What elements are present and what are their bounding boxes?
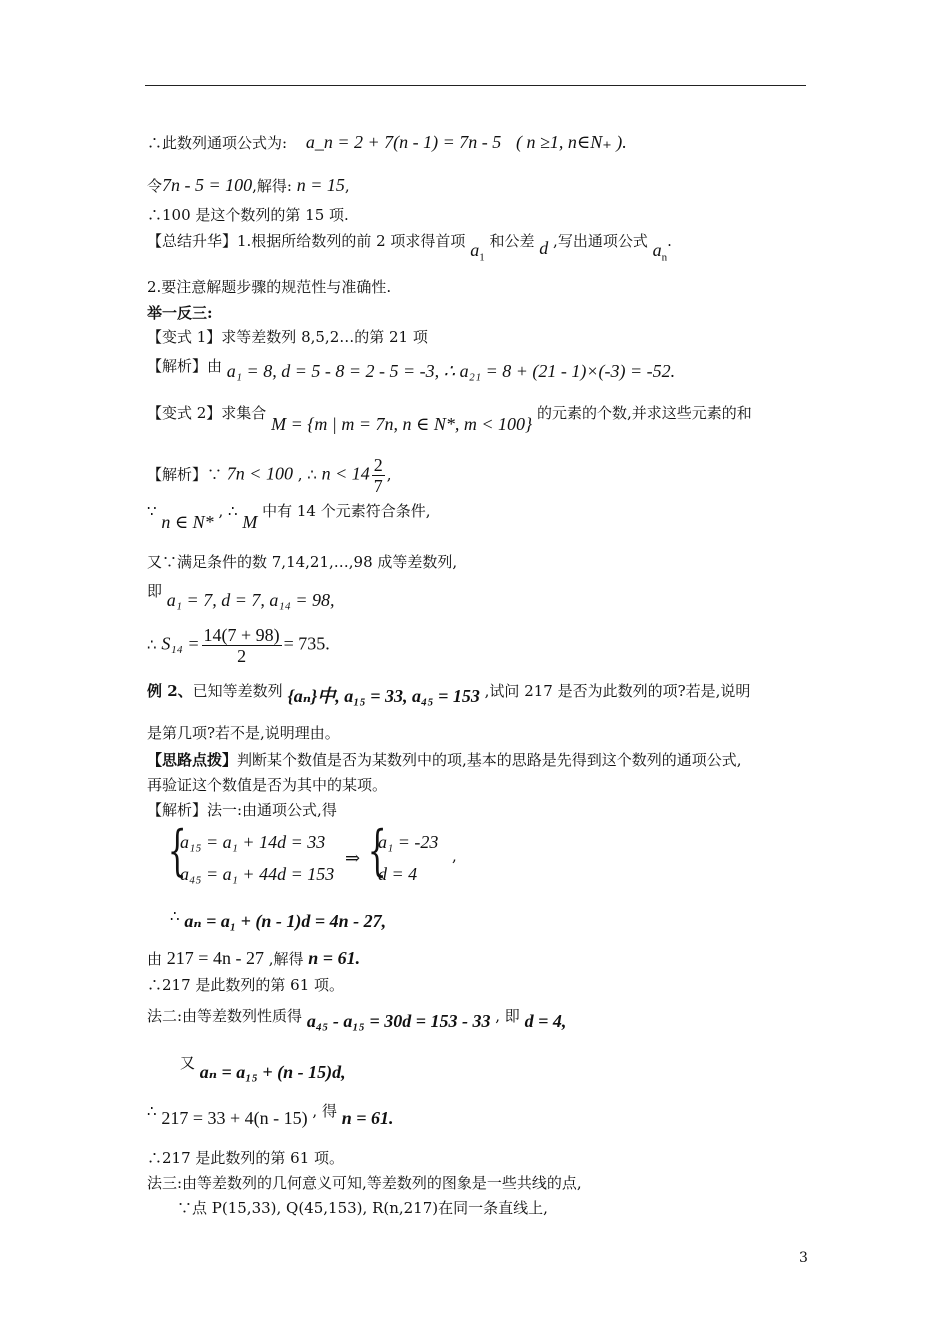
numerator: 2 bbox=[373, 455, 383, 475]
math-an: $a_n$ bbox=[652, 240, 668, 264]
math-formula: aₙ = a₁₅ + (n - 15)d, bbox=[199, 1062, 346, 1082]
fraction bbox=[372, 455, 385, 496]
section-heading: 举一反三: bbox=[147, 304, 213, 322]
math-solution: a₁ = 8, d = 5 - 8 = 2 - 5 = -3, ∴ a₂₁ = 8 + (21 - 1)×(-3) = -52. bbox=[226, 361, 676, 381]
math-sum-label: S₁₄ = bbox=[161, 633, 200, 654]
example-label: 例 2、 bbox=[147, 682, 193, 700]
method-1-intro: 【解析】法一:由通项公式,得 bbox=[147, 801, 337, 819]
text: 【解析】由 bbox=[147, 357, 223, 375]
math-condition: ( n ≥1, n∈N₊ ). bbox=[516, 132, 627, 152]
system-row-1: a₁₅ = a₁ + 14d = 33 bbox=[180, 832, 326, 852]
page-number: 3 bbox=[799, 1250, 808, 1266]
line-conclusion: ∴100 是这个数列的第 15 项. bbox=[147, 206, 349, 224]
variant-1-solution bbox=[147, 355, 676, 381]
conclusion-2: ∴217 是此数列的第 61 项。 bbox=[147, 1149, 345, 1167]
hint-label: 【思路点拨】 bbox=[147, 751, 238, 769]
variant-2-solution bbox=[147, 455, 392, 496]
text: ,解得: bbox=[252, 177, 292, 195]
math-d: d bbox=[539, 238, 549, 258]
fraction bbox=[202, 625, 282, 666]
text: 和公差 bbox=[489, 232, 535, 250]
header-rule bbox=[145, 85, 806, 86]
text: , 得 bbox=[312, 1102, 337, 1120]
line-note: 2.要注意解题步骤的规范性与准确性. bbox=[147, 278, 392, 296]
example-2-question bbox=[147, 680, 751, 706]
line-an-formula bbox=[170, 905, 387, 931]
text: 的元素的个数,并求这些元素的和 bbox=[536, 404, 752, 422]
method-3: 法三:由等差数列的几何意义可知,等差数列的图象是一些共线的点, bbox=[147, 1174, 582, 1192]
hint-cont: 再验证这个数值是否为其中的某项。 bbox=[147, 776, 388, 794]
line-arith-seq: 又∵满足条件的数 7,14,21,…,98 成等差数列, bbox=[147, 553, 458, 571]
math-result: d = 4, bbox=[524, 1011, 567, 1031]
text: 即 bbox=[147, 582, 163, 600]
text: ∵ bbox=[147, 502, 157, 520]
line-general-term bbox=[147, 132, 627, 153]
math-general-term: a_n = 2 + 7(n - 1) = 7n - 5 bbox=[305, 132, 502, 152]
line-summary bbox=[147, 230, 672, 264]
text: 法二:由等差数列性质得 bbox=[147, 1007, 303, 1025]
text: , 即 bbox=[495, 1007, 520, 1025]
math-result: n = 15 bbox=[296, 175, 345, 195]
text: ∴此数列通项公式为: bbox=[147, 134, 288, 152]
text: . bbox=[667, 232, 672, 250]
system-row-2: a₄₅ = a₁ + 44d = 153 bbox=[180, 864, 335, 884]
math-a1: $a_1$ bbox=[470, 240, 485, 264]
left-brace: { bbox=[167, 819, 187, 882]
math-sum-result: = 735. bbox=[283, 633, 330, 654]
text: 又 bbox=[180, 1054, 196, 1072]
variant-2-question bbox=[147, 402, 752, 434]
math-equation: 217 = 4n - 27 bbox=[166, 948, 264, 968]
text: ,解得 bbox=[268, 950, 304, 968]
text: 令 bbox=[147, 177, 163, 195]
math-inequality: 7n < 100 bbox=[226, 463, 293, 484]
math-property: a₄₅ - a₁₅ = 30d = 153 - 33 bbox=[306, 1011, 491, 1031]
implies-arrow: ⇒ bbox=[345, 848, 361, 868]
text: 【总结升华】1.根据所给数列的前 2 项求得首项 bbox=[147, 232, 466, 250]
line-solve bbox=[147, 175, 350, 196]
text: , bbox=[344, 177, 350, 195]
math-result: n = 61. bbox=[308, 948, 361, 968]
system-row-1: a₁ = -23 bbox=[378, 832, 439, 852]
math-M: M bbox=[242, 512, 258, 532]
method-3-points: ∵点 P(15,33), Q(45,153), R(n,217)在同一条直线上, bbox=[177, 1199, 548, 1217]
left-brace: { bbox=[367, 819, 387, 882]
text: 【变式 2】求集合 bbox=[147, 404, 267, 422]
variant-1-question: 【变式 1】求等差数列 8,5,2…的第 21 项 bbox=[147, 328, 428, 346]
text: 中有 14 个元素符合条件, bbox=[262, 502, 431, 520]
math-set: M = {m | m = 7n, n ∈ N*, m < 100} bbox=[271, 414, 533, 434]
math-equation: 7n - 5 = 100 bbox=[162, 175, 253, 195]
math-equation: 217 = 33 + 4(n - 15) bbox=[161, 1108, 308, 1128]
math-values: a₁ = 7, d = 7, a₁₄ = 98, bbox=[166, 590, 335, 610]
line-sum bbox=[147, 625, 330, 666]
text: , bbox=[386, 465, 392, 484]
text: , ∴ bbox=[218, 502, 238, 520]
math-given: {aₙ}中, a₁₅ = 33, a₄₅ = 153 bbox=[287, 686, 480, 706]
example-2-question-cont: 是第几项?若不是,说明理由。 bbox=[147, 724, 340, 742]
text: 【解析】∵ bbox=[147, 465, 223, 484]
math-result: n = 61. bbox=[341, 1108, 394, 1128]
line-natural bbox=[147, 500, 431, 532]
text: ∴ bbox=[147, 1102, 157, 1120]
text: ∴ bbox=[170, 907, 180, 925]
text: 由 bbox=[147, 950, 163, 968]
math-natural: n ∈ N* bbox=[161, 512, 214, 532]
text: ,试问 217 是否为此数列的项?若是,说明 bbox=[484, 682, 751, 700]
line-an-alt bbox=[180, 1052, 346, 1082]
denominator: 7 bbox=[373, 476, 383, 496]
conclusion-1: ∴217 是此数列的第 61 项。 bbox=[147, 976, 345, 994]
method-2 bbox=[147, 1005, 567, 1031]
line-values bbox=[147, 580, 335, 610]
numerator: 14(7 + 98) bbox=[203, 625, 280, 645]
math-formula: aₙ = a₁ + (n - 1)d = 4n - 27, bbox=[184, 911, 387, 931]
line-solve-n-alt bbox=[147, 1100, 394, 1128]
text: 已知等差数列 bbox=[192, 682, 283, 700]
text: ,写出通项公式 bbox=[553, 232, 648, 250]
text: 判断某个数值是否为某数列中的项,基本的思路是先得到这个数列的通项公式, bbox=[237, 751, 742, 769]
text: , bbox=[452, 847, 457, 865]
text: , ∴ bbox=[297, 465, 317, 484]
system-row-2: d = 4 bbox=[378, 864, 418, 884]
text: ∴ bbox=[147, 635, 157, 654]
denominator: 2 bbox=[237, 646, 247, 666]
math-inequality: n < 14 bbox=[321, 463, 370, 484]
hint bbox=[147, 750, 742, 770]
line-solve-n bbox=[147, 948, 360, 969]
